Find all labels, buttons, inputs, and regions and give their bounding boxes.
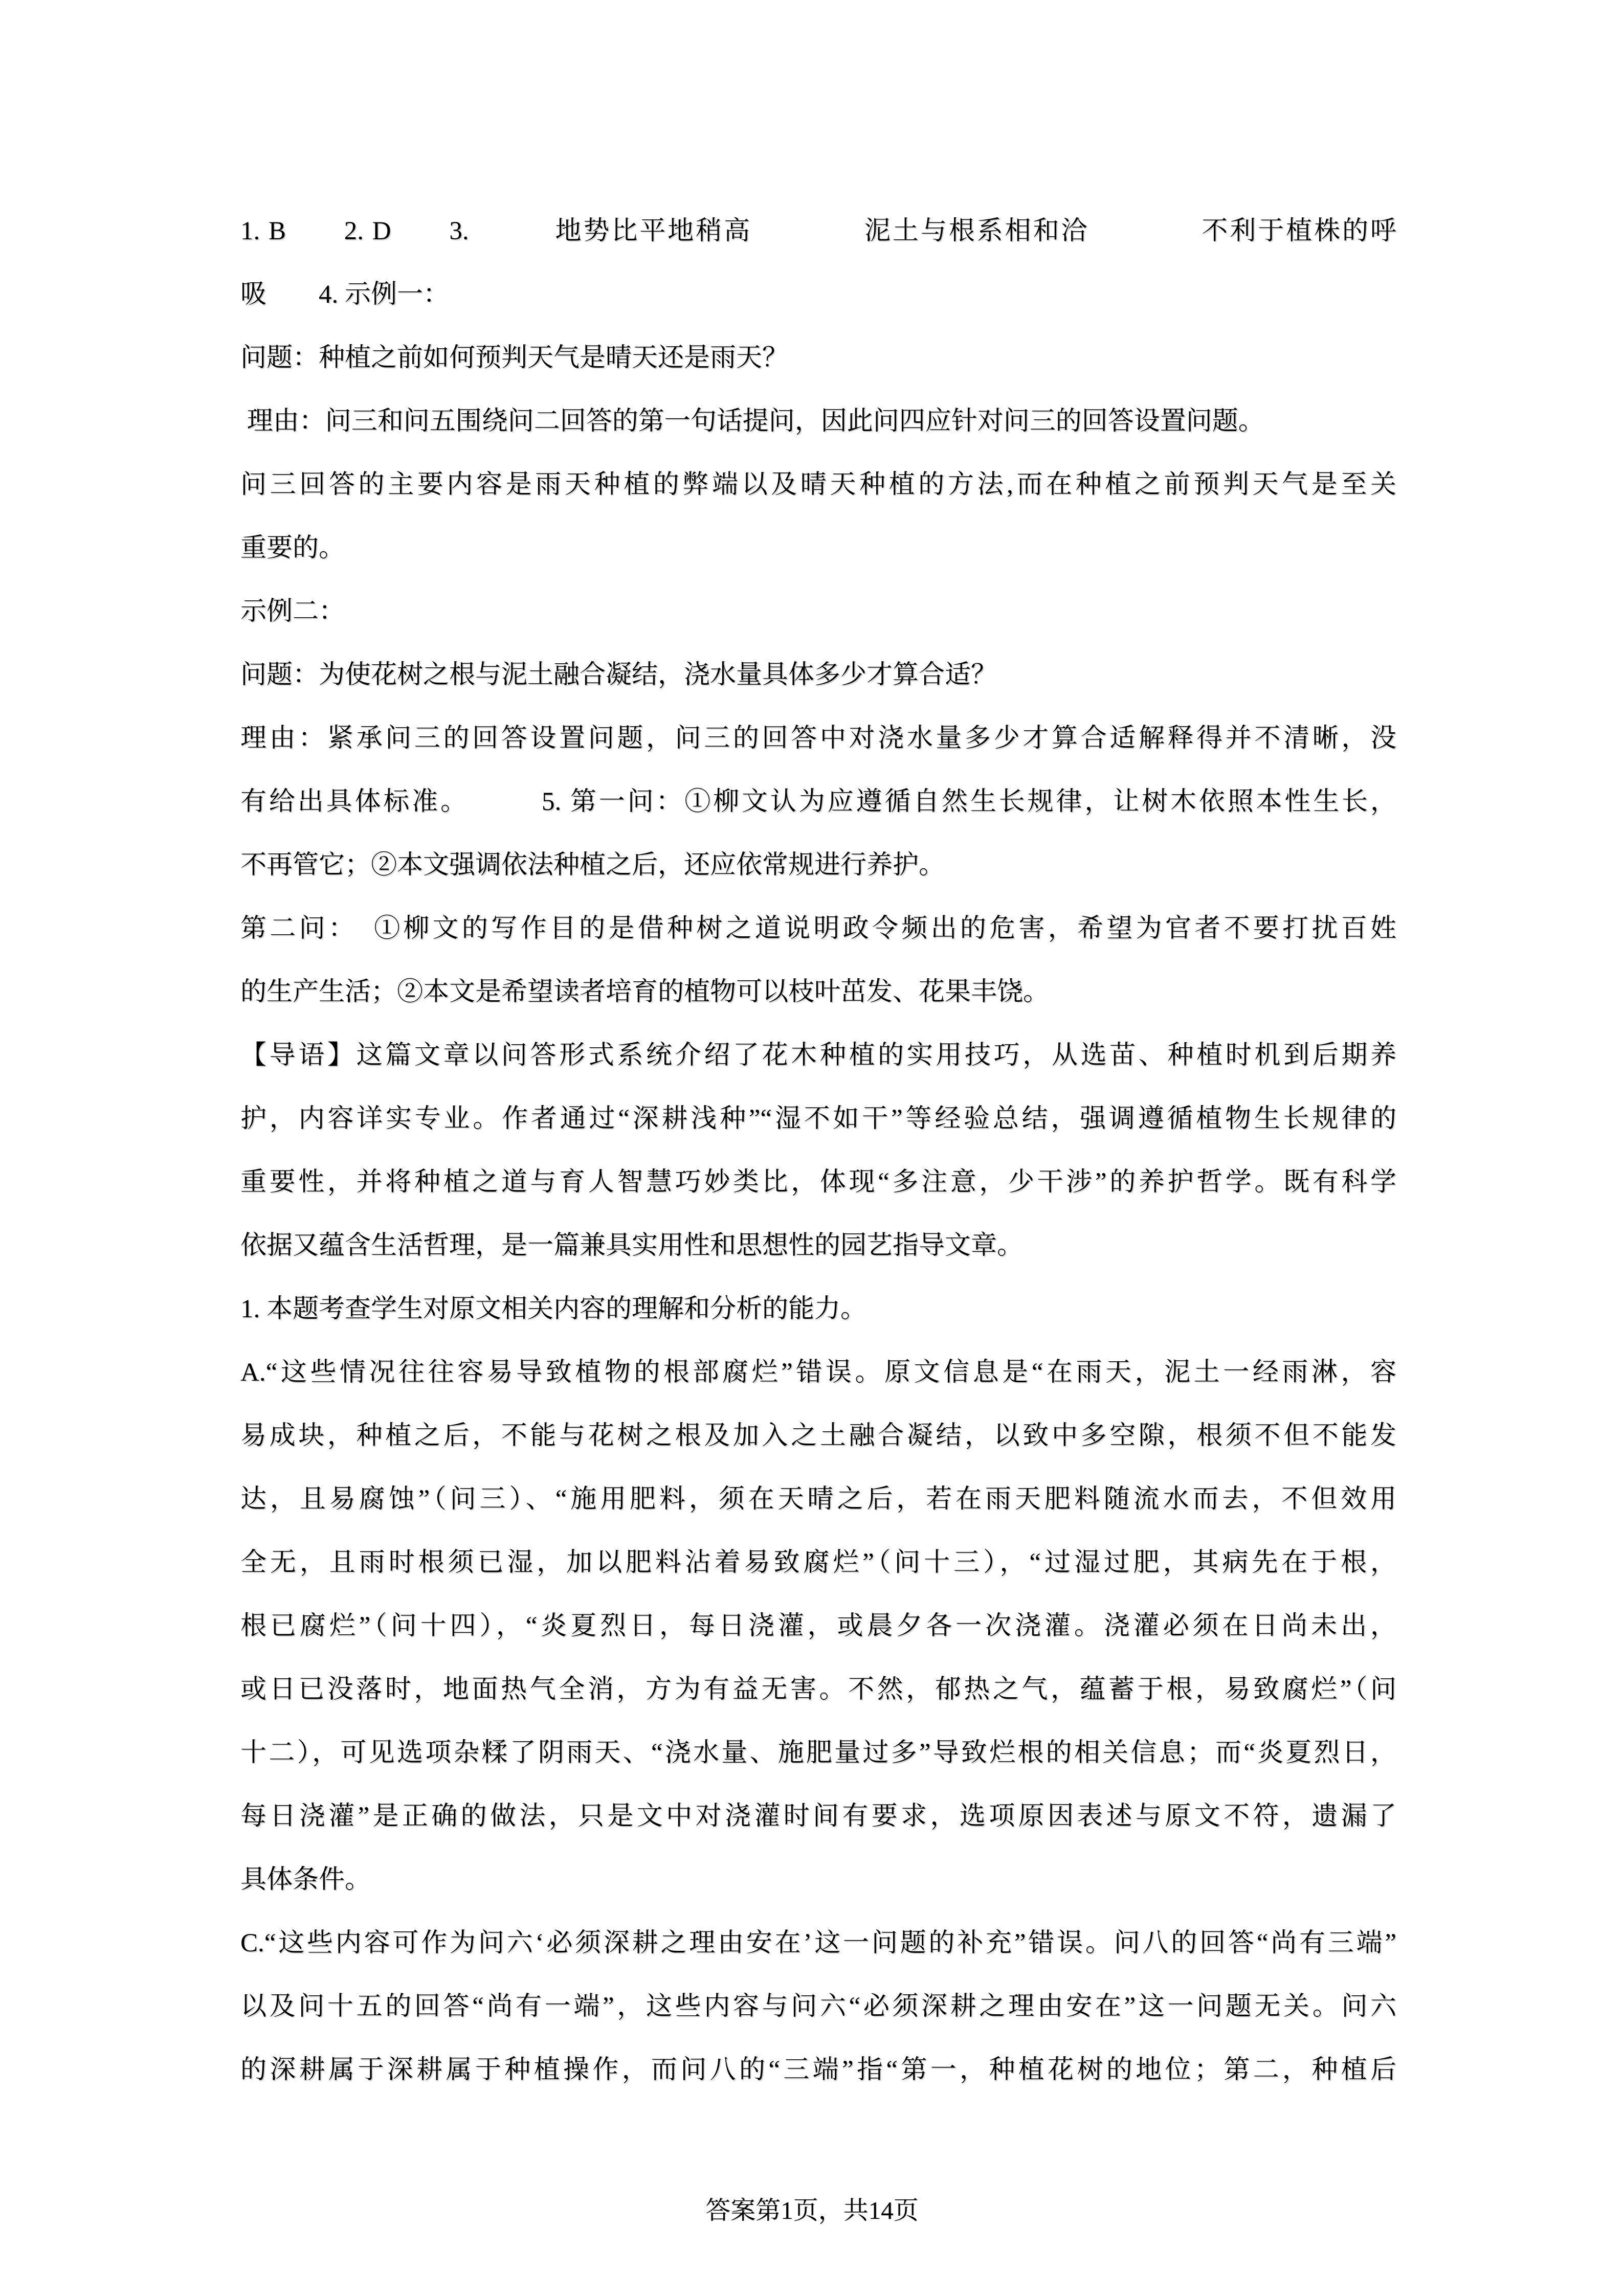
doc-line-19: A.“这些情况往往容易导致植物的根部腐烂”错误。原文信息是“在雨天，泥土一经雨淋，容 [240,1358,1396,1387]
doc-line-14: 【导语】这篇文章以问答形式系统介绍了花木种植的实用技巧，从选苗、种植时机到后期养 [240,1041,1396,1070]
doc-line-04: 理由：问三和问五围绕问二回答的第一句话提问，因此问四应针对问三的回答设置问题。 [240,407,1264,436]
doc-line-11: 不再管它；②本文强调依法种植之后，还应依常规进行养护。 [240,851,945,880]
doc-line-01: 1. B 2. D 3. 地势比平地稍高 泥土与根系相和洽 不利于植株的呼 [240,217,1396,245]
doc-line-23: 根已腐烂”（问十四），“炎夏烈日，每日浇灌，或晨夕各一次浇灌。浇灌必须在日尚未出， [240,1612,1396,1640]
doc-line-07: 示例二： [240,597,345,626]
doc-line-05: 问三回答的主要内容是雨天种植的弊端以及晴天种植的方法,而在种植之前预判天气是至关 [240,470,1396,499]
page-footer [0,2188,1624,2234]
doc-line-25: 十二），可见选项杂糅了阴雨天、“浇水量、施肥量过多”导致烂根的相关信息；而“炎夏烈日， [240,1739,1396,1767]
doc-line-22: 全无，且雨时根须已湿，加以肥料沾着易致腐烂”（问十三），“过湿过肥，其病先在于根， [240,1548,1396,1577]
doc-line-28: C.“这些内容可作为问六‘必须深耕之理由安在’这一问题的补充”错误。问八的回答“尚有三端” [240,1929,1396,1957]
doc-line-20: 易成块，种植之后，不能与花树之根及加入之土融合凝结，以致中多空隙，根须不但不能发 [240,1422,1396,1450]
doc-line-30: 的深耕属于深耕属于种植操作，而问八的“三端”指“第一，种植花树的地位；第二，种植后 [240,2056,1396,2084]
doc-line-18: 1. 本题考查学生对原文相关内容的理解和分析的能力。 [240,1295,867,1323]
doc-line-26: 每日浇灌”是正确的做法，只是文中对浇灌时间有要求，选项原因表述与原文不符，遗漏了 [240,1802,1396,1831]
doc-line-29: 以及问十五的回答“尚有一端”，这些内容与问六“必须深耕之理由安在”这一问题无关。问六 [240,1992,1396,2021]
doc-line-12: 第二问： ①柳文的写作目的是借种树之道说明政令频出的危害，希望为官者不要打扰百姓 [240,914,1396,943]
doc-line-06: 重要的。 [240,534,345,562]
doc-line-03: 问题：种植之前如何预判天气是晴天还是雨天？ [240,344,789,372]
doc-line-02: 吸 4. 示例一： [240,280,450,309]
doc-line-10: 有给出具体标准。 5. 第一问：①柳文认为应遵循自然生长规律，让树木依照本性生长， [240,787,1396,816]
doc-line-15: 护，内容详实专业。作者通过“深耕浅种”“湿不如干”等经验总结，强调遵循植物生长规律的 [240,1105,1396,1133]
doc-line-17: 依据又蕴含生活哲理，是一篇兼具实用性和思想性的园艺指导文章。 [240,1231,1024,1260]
doc-line-08: 问题：为使花树之根与泥土融合凝结，浇水量具体多少才算合适？ [240,661,997,689]
doc-line-24: 或日已没落时，地面热气全消，方为有益无害。不然，郁热之气，蕴蓄于根，易致腐烂”（问 [240,1675,1396,1704]
doc-line-09: 理由：紧承问三的回答设置问题，问三的回答中对浇水量多少才算合适解释得并不清晰，没 [240,724,1396,753]
answer-document-body [240,199,1396,2102]
doc-line-27: 具体条件。 [240,1865,371,1894]
doc-line-21: 达，且易腐蚀”（问三）、“施用肥料，须在天晴之后，若在雨天肥料随流水而去，不但效用 [240,1485,1396,1514]
page-number-text: 答案第1页，共14页 [705,2196,919,2224]
doc-line-16: 重要性，并将种植之道与育人智慧巧妙类比，体现“多注意，少干涉”的养护哲学。既有科学 [240,1168,1396,1197]
doc-line-13: 的生产生活；②本文是希望读者培育的植物可以枝叶茁发、花果丰饶。 [240,978,1050,1006]
